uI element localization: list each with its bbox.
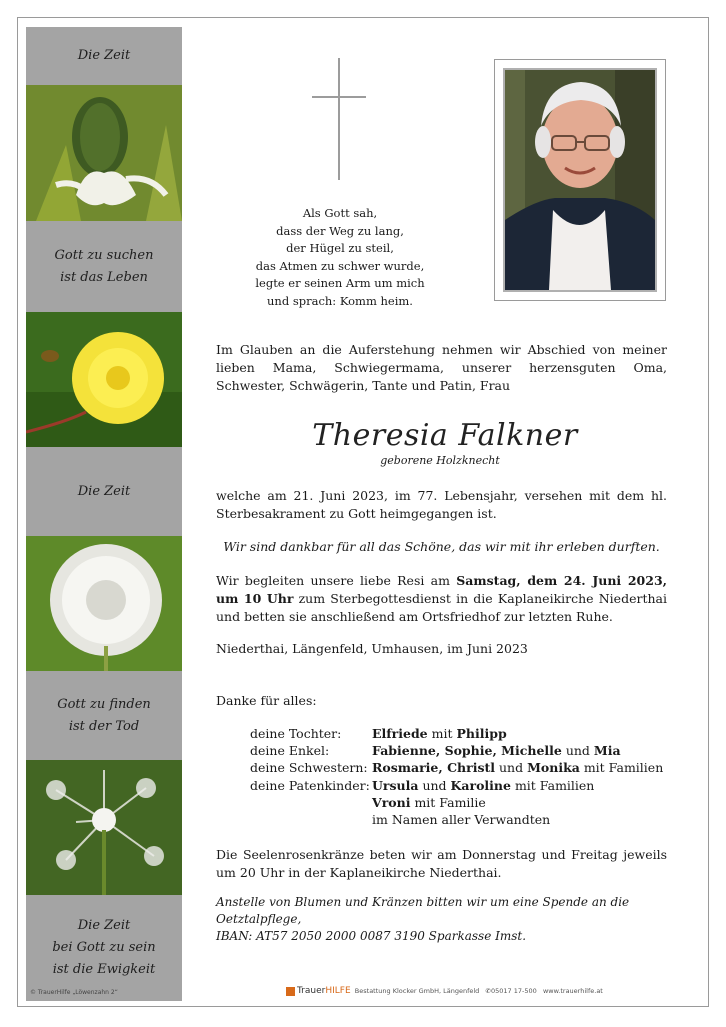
relative-name: Mia: [593, 743, 621, 759]
relative-name: Vroni: [372, 794, 411, 810]
sidebar: [26, 27, 182, 1001]
trauerhilfe-logo-icon: [286, 987, 295, 996]
footer-company: Bestattung Klocker GmbH, Längenfeld: [354, 987, 480, 995]
flower-bud-image: [26, 85, 182, 221]
relative-label: deine Tochter:: [250, 726, 342, 741]
relatives-labels: [250, 725, 370, 828]
maiden-name: geborene Holzknecht: [380, 454, 500, 467]
relative-connector: im Namen aller Verwandten: [372, 811, 551, 827]
portrait-photo: [503, 68, 657, 292]
funeral-date: Samstag, dem 24. Juni 2023, um 10 Uhr: [216, 573, 667, 606]
sidebar-text: ist der Tod: [68, 718, 140, 734]
relative-name: Fabienne, Sophie, Michelle: [372, 743, 562, 759]
relative-names-row: [372, 794, 662, 811]
relatives-names: [372, 725, 662, 828]
poem-line: Als Gott sah,: [302, 206, 378, 220]
donation-line: IBAN: AT57 2050 2000 0087 3190 Sparkasse Imst.: [216, 929, 527, 943]
sidebar-quote-1: [26, 27, 182, 85]
relative-label: deine Enkel:: [250, 743, 330, 759]
relative-name: Ursula: [372, 777, 419, 793]
relative-label: [250, 811, 370, 828]
relative-name: Elfriede: [372, 726, 428, 741]
funeral-text: [216, 572, 667, 626]
logo-part: HILFE: [325, 986, 351, 996]
donation-line: Anstelle von Blumen und Kränzen bitten wir um eine Spende an die Oetztalpflege,: [216, 895, 630, 926]
sidebar-copyright: © TrauerHilfe „Löwenzahn 2“: [30, 989, 118, 996]
dandelion-blown-image: [26, 760, 182, 895]
funeral-text-part: Wir begleiten unsere liebe Resi am: [216, 573, 457, 588]
cross-icon-bar: [312, 96, 366, 98]
relative-label: [250, 794, 370, 811]
relative-connector: mit: [427, 726, 457, 741]
poem-line: der Hügel zu steil,: [286, 241, 394, 255]
sidebar-text: ist die Ewigkeit: [52, 962, 156, 977]
sidebar-text: bei Gott zu sein: [52, 940, 156, 955]
funeral-text-part: zum Sterbegottesdienst in die Kaplaneikirche Niederthai und betten sie anschließend am Ortsfriedhof zur letzten Ruhe.: [216, 591, 667, 624]
relative-label: deine Schwestern:: [250, 760, 368, 776]
footer-website[interactable]: www.trauerhilfe.at: [542, 987, 603, 995]
intro-text: Im Glauben an die Auferstehung nehmen wir Abschied von meiner lieben Mama, Schwiegermama, unserer herzensguten Oma, Schwester, Schwägerin, Tante und Patin, Frau: [216, 342, 667, 393]
rosary-text: Die Seelenrosenkränze beten wir am Donnerstag und Freitag jeweils um 20 Uhr in der Kaplaneikirche Niederthai.: [216, 847, 667, 880]
relative-name: Philipp: [456, 726, 507, 741]
sidebar-quote-3: [26, 447, 182, 536]
sidebar-quote-5: [26, 895, 182, 1001]
sidebar-quote-4: [26, 671, 182, 760]
footer: [286, 986, 603, 996]
sidebar-text: Die Zeit: [77, 918, 131, 933]
relative-connector: und: [561, 743, 594, 759]
relative-names-row: [372, 725, 662, 742]
relative-names-row: [372, 742, 662, 759]
relative-names-row: [372, 777, 662, 794]
relative-name: Rosmarie, Christl: [372, 760, 496, 776]
sidebar-text: Die Zeit: [77, 483, 131, 499]
footer-phone: 05017 17-500: [490, 987, 537, 995]
place-date: Niederthai, Längenfeld, Umhausen, im Juni 2023: [216, 641, 528, 656]
sidebar-quote-2: [26, 221, 182, 312]
sidebar-text: ist das Leben: [60, 269, 148, 285]
thanks-heading: Danke für alles:: [216, 693, 317, 708]
relative-connector: mit Familien: [579, 760, 664, 776]
poem-line: das Atmen zu schwer wurde,: [255, 258, 425, 273]
donation-text: [216, 894, 667, 945]
relative-connector: und: [418, 777, 451, 793]
logo-part: Trauer: [297, 986, 326, 996]
cross-icon: [338, 58, 340, 180]
relative-connector: mit Familie: [410, 794, 486, 810]
dandelion-flower-image: [26, 312, 182, 447]
trauerhilfe-logo: [297, 986, 351, 996]
relative-label: deine Patenkinder:: [250, 777, 370, 793]
sidebar-text: Gott zu finden: [57, 696, 151, 712]
relative-names-row: [372, 759, 662, 776]
poem-line: dass der Weg zu lang,: [276, 223, 404, 238]
sidebar-text: Die Zeit: [77, 48, 131, 63]
relative-name: Monika: [527, 760, 580, 776]
death-text: welche am 21. Juni 2023, im 77. Lebensjahr, versehen mit dem hl. Sterbesakrament zu Gott heimgegangen ist.: [216, 488, 667, 521]
relative-connector: und: [495, 760, 528, 776]
portrait-frame: [494, 59, 666, 301]
sidebar-text: Gott zu suchen: [54, 247, 154, 263]
gratitude-text: Wir sind dankbar für all das Schöne, das wir mit ihr erleben durften.: [223, 539, 660, 554]
dandelion-seedhead-image: [26, 536, 182, 671]
poem-line: und sprach: Komm heim.: [267, 293, 413, 308]
relative-names-row: [372, 811, 662, 828]
relative-name: Karoline: [450, 777, 511, 793]
poem-line: legte er seinen Arm um mich: [255, 276, 425, 290]
phone-icon: ✆: [485, 987, 491, 995]
relative-connector: mit Familien: [510, 777, 595, 793]
deceased-name: Theresia Falkner: [312, 418, 578, 453]
poem: [206, 205, 474, 310]
